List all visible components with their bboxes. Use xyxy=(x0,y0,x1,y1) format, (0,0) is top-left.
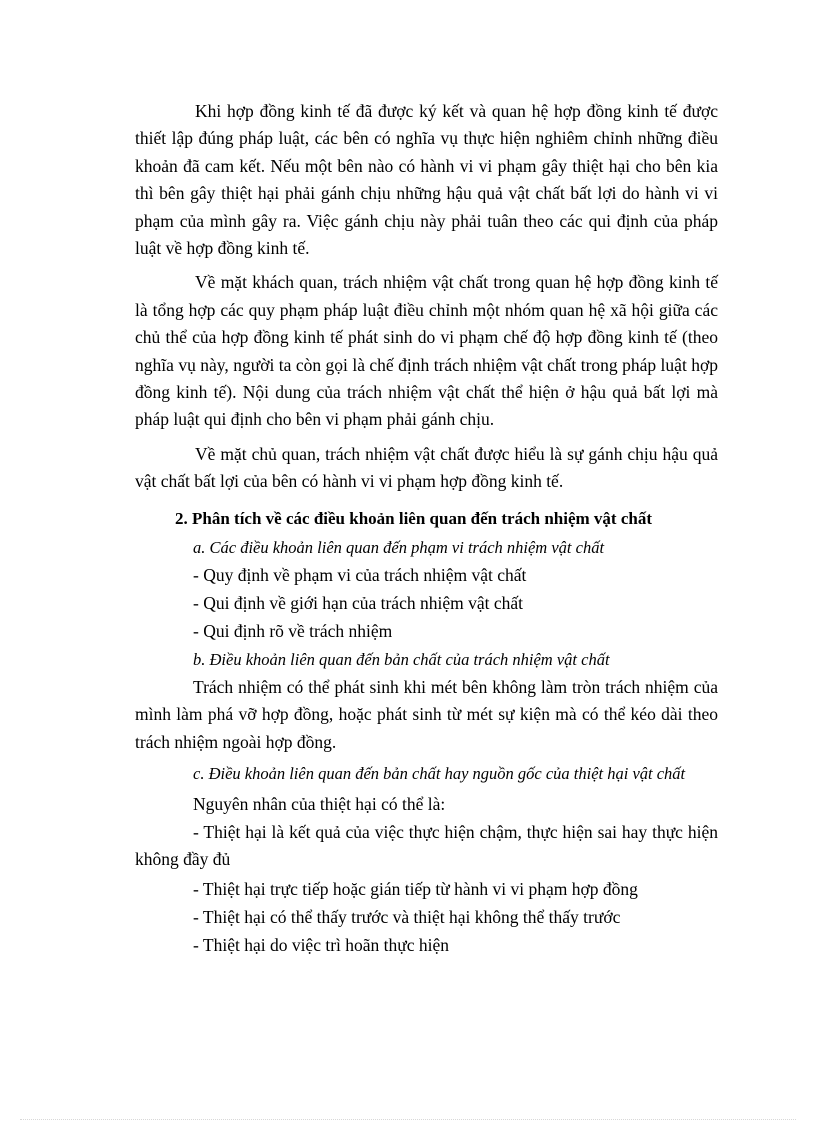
document-body xyxy=(135,98,718,960)
subsection-c-heading: c. Điều khoản liên quan đến bản chất hay nguồn gốc của thiệt hại vật chất xyxy=(193,763,686,783)
paragraph-subjective-aspect: Về mặt chủ quan, trách nhiệm vật chất được hiểu là sự gánh chịu hậu quả vật chất bất lợi của bên có hành vi vi phạm hợp đồng kinh tế. xyxy=(135,443,718,492)
list-item: - Quy định về phạm vi của trách nhiệm vật chất xyxy=(193,564,527,585)
list-item: - Thiệt hại có thể thấy trước và thiệt hại không thể thấy trước xyxy=(193,906,621,927)
subsection-a-heading: a. Các điều khoản liên quan đến phạm vi trách nhiệm vật chất xyxy=(193,537,605,557)
paragraph-objective-aspect: Về mặt khách quan, trách nhiệm vật chất trong quan hệ hợp đồng kinh tế là tổng hợp các quy phạm pháp luật điều chỉnh một nhóm quan hệ xã hội giữa các chủ thể của hợp đồng kinh tế phát sinh do vi phạm chế độ hợp đồng kinh tế (theo nghĩa vụ này, người ta còn gọi là chế định trách nhiệm vật chất trong pháp luật hợp đồng kinh tế). Nội dung của trách nhiệm vật chất thể hiện ở hậu quả bất lợi mà pháp luật qui định cho bên vi phạm phải gánh chịu. xyxy=(135,272,718,430)
paragraph-contract-obligations: Khi hợp đồng kinh tế đã được ký kết và quan hệ hợp đồng kinh tế được thiết lập đúng pháp luật, các bên có nghĩa vụ thực hiện nghiêm chỉnh những điều khoản đã cam kết. Nếu một bên nào có hành vi vi phạm gây thiệt hại cho bên kia thì bên gây thiệt hại phải gánh chịu những hậu quả vật chất bất lợi do hành vi vi phạm của mình gây ra. Việc gánh chịu này phải tuân theo các qui định của pháp luật về hợp đồng kinh tế. xyxy=(135,101,718,259)
list-item: - Qui định rõ về trách nhiệm xyxy=(193,620,393,641)
subsection-b-heading: b. Điều khoản liên quan đến bản chất của trách nhiệm vật chất xyxy=(193,649,610,669)
section-2-heading: 2. Phân tích về các điều khoản liên quan đến trách nhiệm vật chất xyxy=(175,508,652,528)
paragraph-nature-of-liability: Trách nhiệm có thể phát sinh khi mét bên không làm tròn trách nhiệm của mình làm phá vỡ hợp đồng, hoặc phát sinh từ mét sự kiện mà có thể kéo dài theo trách nhiệm ngoài hợp đồng. xyxy=(135,676,718,752)
page-bottom-divider xyxy=(20,1119,796,1120)
list-item: - Thiệt hại trực tiếp hoặc gián tiếp từ hành vi vi phạm hợp đồng xyxy=(193,878,638,899)
list-item: - Qui định về giới hạn của trách nhiệm vật chất xyxy=(193,592,523,613)
paragraph-causes-intro: Nguyên nhân của thiệt hại có thể là: xyxy=(193,793,446,814)
list-item: - Thiệt hại do việc trì hoãn thực hiện xyxy=(193,934,450,955)
list-item: - Thiệt hại là kết quả của việc thực hiện chậm, thực hiện sai hay thực hiện không đầy đủ xyxy=(135,821,718,870)
